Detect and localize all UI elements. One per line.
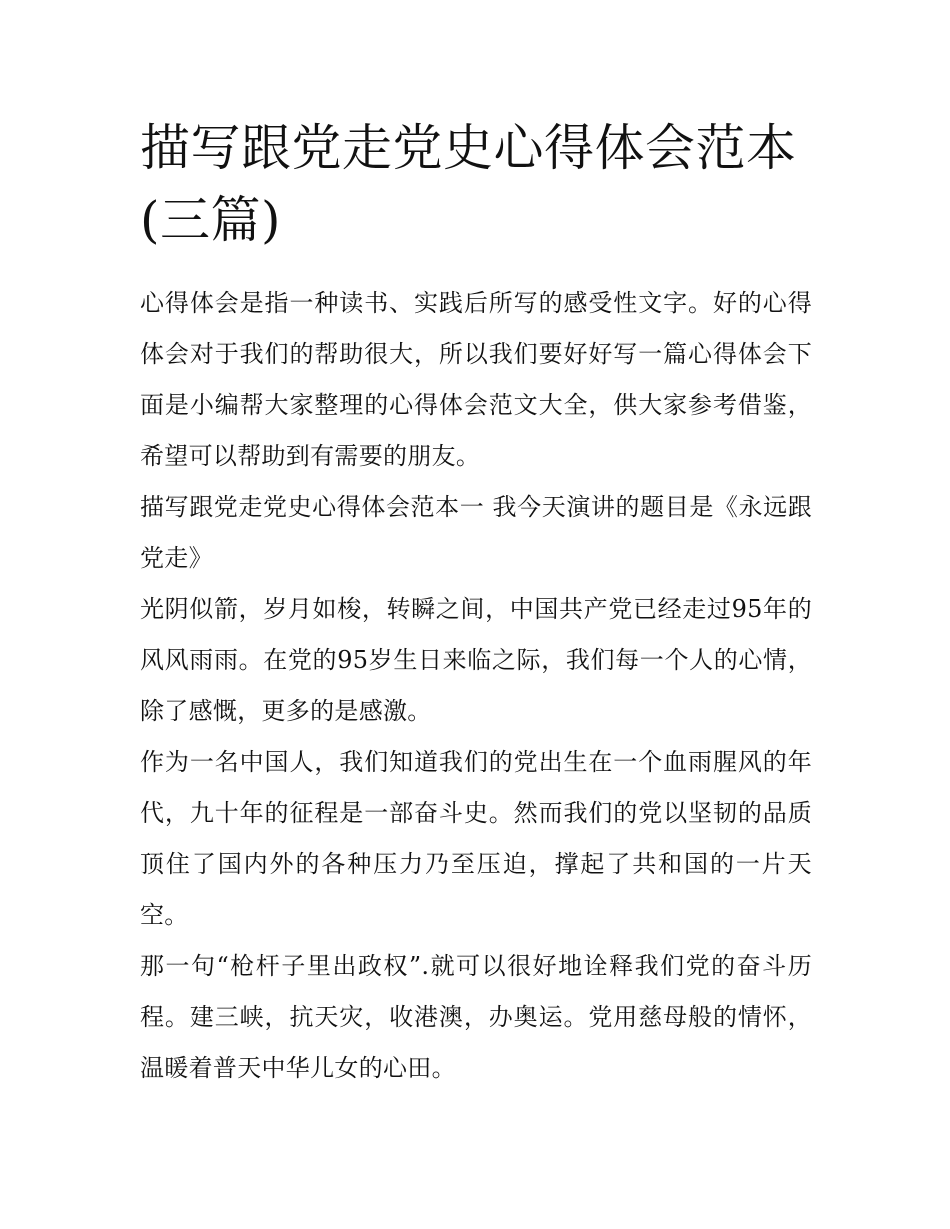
body-paragraph: 光阴似箭，岁月如梭，转瞬之间，中国共产党已经走过95年的风风雨雨。在党的95岁生日来临之际，我们每一个人的心情，除了感慨，更多的是感激。 <box>140 595 812 725</box>
section-heading-paragraph: 描写跟党走党史心得体会范本一 我今天演讲的题目是《永远跟党走》 <box>140 493 812 572</box>
document-title: 描写跟党走党史心得体会范本(三篇) <box>140 119 797 249</box>
body-paragraph: 那一句“枪杆子里出政权”.就可以很好地诠释我们党的奋斗历程。建三峡，抗天灾，收港澳，办奥运。党用慈母般的情怀，温暖着普天中华儿女的心田。 <box>140 952 812 1082</box>
intro-paragraph: 心得体会是指一种读书、实践后所写的感受性文字。好的心得体会对于我们的帮助很大，所以我们要好好写一篇心得体会下面是小编帮大家整理的心得体会范文大全，供大家参考借鉴，希望可以帮助到有需要的朋友。 <box>140 289 812 470</box>
document-body <box>140 278 812 1094</box>
document-page <box>140 112 812 1094</box>
body-paragraph: 作为一名中国人，我们知道我们的党出生在一个血雨腥风的年代，九十年的征程是一部奋斗史。然而我们的党以坚韧的品质顶住了国内外的各种压力乃至压迫，撑起了共和国的一片天空。 <box>140 748 812 929</box>
